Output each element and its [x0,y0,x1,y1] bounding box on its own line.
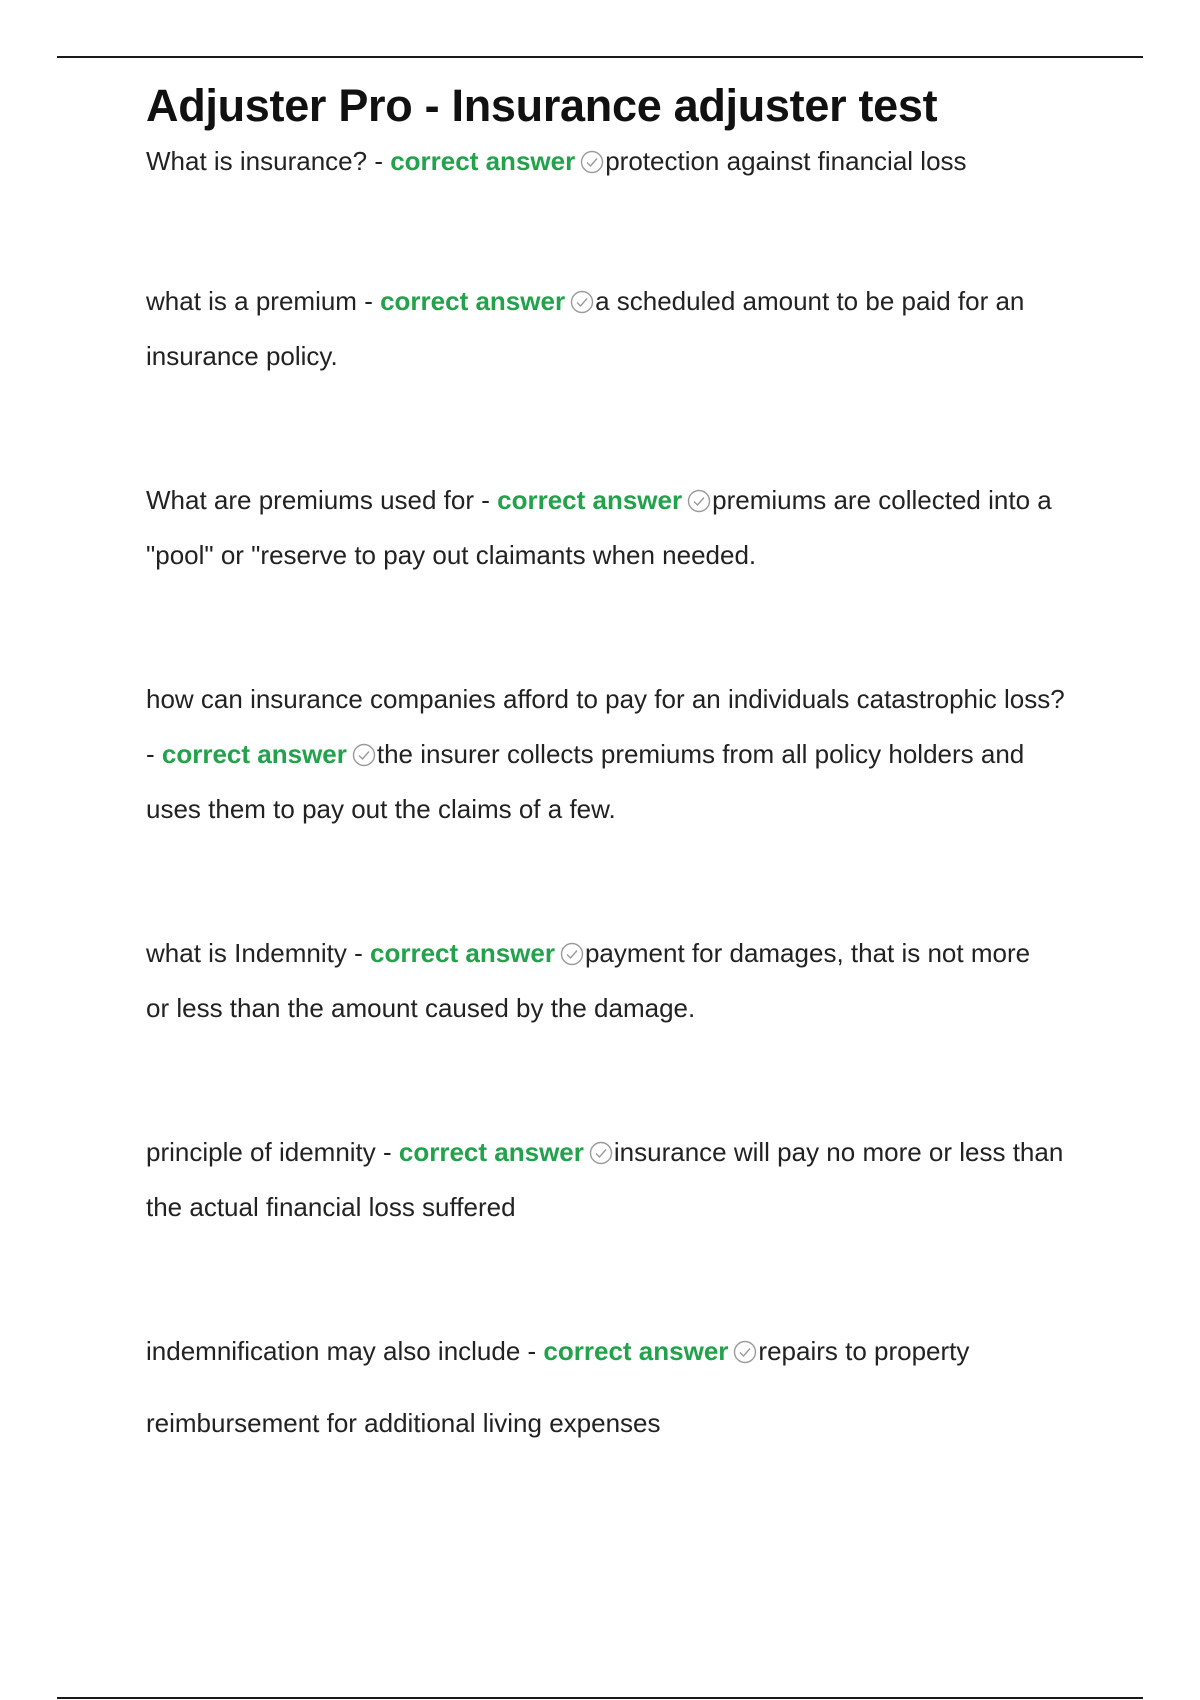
question-text: What are premiums used for [146,485,475,515]
answer-text: a scheduled amount to be paid for an insurance policy. [146,286,1025,371]
answer-text: repairs to property [758,1336,970,1366]
separator: - [474,485,498,515]
qa-item-6 [146,1125,1086,1235]
question-text: principle of idemnity [146,1137,376,1167]
check-circle-icon [733,1340,757,1364]
bottom-rule [57,1697,1143,1699]
answer-text: the insurer collects premiums from all policy holders and uses them to pay out the claims of a few. [146,739,1025,824]
check-circle-icon [589,1141,613,1165]
separator: - [356,286,381,316]
question-text: indemnification may also include [146,1336,521,1366]
document-body [146,78,1106,1451]
correct-answer-label: correct answer [497,485,683,515]
qa-item-7 [146,1324,1096,1379]
question-text: What is insurance? [146,146,368,176]
check-circle-icon [570,290,594,314]
question-text: how can insurance companies afford to pay for an individuals catastrophic loss? [146,684,1065,714]
check-circle-icon [352,743,376,767]
top-rule [57,56,1143,58]
qa-item-2 [146,274,1086,384]
qa-item-1 [146,134,1006,189]
separator: - [346,938,370,968]
qa-item-4 [146,672,1076,837]
correct-answer-label: correct answer [161,739,347,769]
separator: - [520,1336,544,1366]
page-title: Adjuster Pro - Insurance adjuster test [146,80,938,131]
qa-item-5 [146,926,1046,1036]
question-text: what is Indemnity [146,938,347,968]
separator: - [367,146,391,176]
correct-answer-label: correct answer [369,938,555,968]
answer-text: payment for damages, that is not more or less than the amount caused by the damage. [146,938,1031,1023]
correct-answer-label: correct answer [543,1336,729,1366]
correct-answer-label: correct answer [380,286,566,316]
check-circle-icon [580,150,604,174]
check-circle-icon [560,942,584,966]
answer-text: insurance will pay no more or less than the actual financial loss suffered [146,1137,1064,1222]
check-circle-icon [687,489,711,513]
answer-text: protection against financial loss [605,146,967,176]
correct-answer-label: correct answer [398,1137,584,1167]
separator: - [146,739,162,769]
qa-item-7-extra-line: reimbursement for additional living expenses [146,1408,661,1438]
qa-item-3 [146,473,1096,583]
answer-text: premiums are collected into a "pool" or "reserve to pay out claimants when needed. [146,485,1052,570]
question-text: what is a premium [146,286,357,316]
separator: - [375,1137,399,1167]
correct-answer-label: correct answer [390,146,576,176]
